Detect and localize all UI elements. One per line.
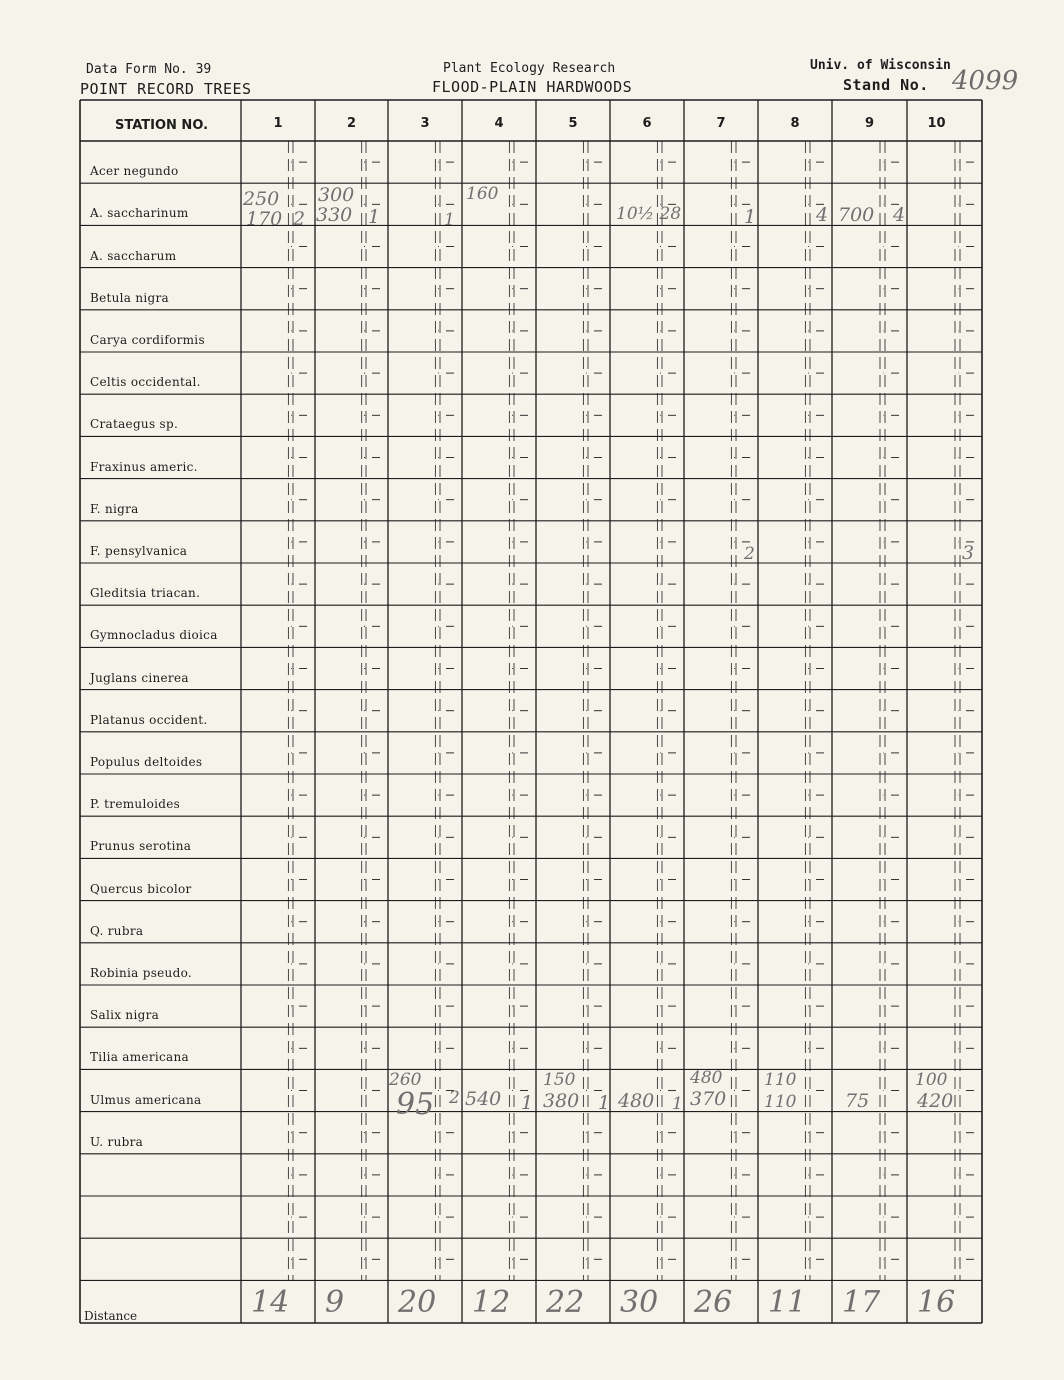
stand-label: Stand No. bbox=[843, 76, 929, 94]
distance-value: 9 bbox=[325, 1285, 345, 1320]
hw-saccharinum-s2-top: 300 bbox=[318, 184, 355, 206]
distance-label: Distance bbox=[84, 1309, 138, 1323]
hw-saccharinum-s9-value: 700 bbox=[838, 204, 875, 226]
distance-value: 12 bbox=[472, 1285, 511, 1320]
hw-pensylvanica-s7-count: 2 bbox=[744, 544, 755, 564]
hw-saccharinum-s8-count: 4 bbox=[816, 204, 829, 226]
hw-ulmus-s3-count: 2 bbox=[449, 1088, 460, 1108]
form-subtitle: FLOOD-PLAIN HARDWOODS bbox=[432, 78, 633, 96]
species-label: Tilia americana bbox=[90, 1050, 189, 1065]
species-label: Acer negundo bbox=[90, 164, 179, 179]
species-label: A. saccharum bbox=[90, 248, 177, 263]
species-label: Celtis occidental. bbox=[90, 375, 201, 390]
hw-saccharinum-s6-value: 10½ 28 bbox=[616, 204, 682, 224]
species-label: Betula nigra bbox=[90, 290, 170, 305]
hw-ulmus-s6-bottom: 480 bbox=[618, 1090, 655, 1112]
distance-value: 30 bbox=[620, 1285, 659, 1320]
hw-ulmus-s8-top: 110 bbox=[764, 1070, 797, 1090]
distance-value: 26 bbox=[694, 1285, 733, 1320]
station-number: 5 bbox=[568, 116, 578, 131]
hw-ulmus-s4-count: 1 bbox=[521, 1092, 534, 1114]
species-label: F. nigra bbox=[90, 501, 139, 516]
hw-pensylvanica-s10-count: 3 bbox=[962, 542, 975, 564]
hw-ulmus-s7-top: 480 bbox=[690, 1068, 723, 1088]
hw-ulmus-s10-top: 100 bbox=[915, 1070, 948, 1090]
station-label: STATION NO. bbox=[115, 118, 209, 133]
hw-ulmus-s9-bottom: 75 bbox=[845, 1090, 870, 1112]
station-number: 9 bbox=[864, 116, 875, 131]
hw-ulmus-s10-bottom: 420 bbox=[917, 1090, 954, 1112]
hw-saccharinum-s1-count: 2 bbox=[293, 208, 306, 230]
hw-saccharinum-s3-count: 1 bbox=[444, 210, 455, 230]
station-number: 3 bbox=[420, 116, 430, 131]
hw-saccharinum-s7-count: 1 bbox=[744, 206, 757, 228]
hw-ulmus-s5-top: 150 bbox=[543, 1070, 576, 1090]
stand-number: 4099 bbox=[952, 66, 1019, 96]
hw-ulmus-s5-bottom: 380 bbox=[543, 1090, 580, 1112]
hw-ulmus-s3-bottom: 95 bbox=[396, 1087, 435, 1122]
distance-value: 20 bbox=[398, 1285, 437, 1320]
form-number: Data Form No. 39 bbox=[86, 62, 212, 77]
species-label: Quercus bicolor bbox=[90, 881, 192, 896]
species-label: Populus deltoides bbox=[90, 755, 203, 769]
hw-ulmus-s8-bottom: 110 bbox=[764, 1092, 797, 1112]
hw-saccharinum-s4-top: 160 bbox=[466, 184, 499, 204]
hw-saccharinum-s1-top: 250 bbox=[243, 188, 280, 210]
station-number: 1 bbox=[273, 116, 283, 131]
station-number: 8 bbox=[790, 116, 800, 131]
species-label: P. tremuloides bbox=[90, 797, 181, 812]
station-number: 10 bbox=[927, 116, 946, 131]
species-label: Gymnocladus dioica bbox=[90, 628, 218, 643]
species-label: Crataegus sp. bbox=[90, 417, 179, 432]
species-label: Q. rubra bbox=[90, 923, 144, 938]
distance-value: 16 bbox=[917, 1285, 956, 1320]
distance-value: 14 bbox=[251, 1285, 290, 1320]
hw-saccharinum-s1-bottom: 170 bbox=[246, 208, 283, 230]
station-number: 4 bbox=[494, 116, 504, 131]
distance-value: 11 bbox=[768, 1285, 807, 1320]
species-label: Salix nigra bbox=[90, 1008, 160, 1023]
station-number: 2 bbox=[346, 116, 357, 131]
hw-saccharinum-s2-count: 1 bbox=[368, 206, 381, 228]
species-label: Prunus serotina bbox=[90, 839, 192, 854]
station-number: 6 bbox=[642, 116, 652, 131]
hw-saccharinum-s9-count: 4 bbox=[893, 204, 906, 226]
species-label: Gleditsia triacan. bbox=[90, 586, 201, 601]
species-label: A. saccharinum bbox=[90, 206, 189, 221]
species-label: F. pensylvanica bbox=[90, 544, 188, 558]
form-title: POINT RECORD TREES bbox=[80, 80, 252, 98]
species-label: Ulmus americana bbox=[90, 1092, 202, 1107]
species-label: Robinia pseudo. bbox=[90, 966, 192, 980]
hw-ulmus-s4-bottom: 540 bbox=[465, 1088, 502, 1110]
species-label: Platanus occident. bbox=[90, 712, 208, 727]
distance-value: 22 bbox=[546, 1285, 585, 1320]
hw-ulmus-s6-count: 1 bbox=[672, 1094, 683, 1114]
species-label: Fraxinus americ. bbox=[90, 459, 198, 474]
hw-ulmus-s3-top: 260 bbox=[389, 1070, 422, 1090]
university-name: Univ. of Wisconsin bbox=[810, 58, 951, 73]
species-label: U. rubra bbox=[90, 1134, 144, 1149]
station-number: 7 bbox=[716, 116, 726, 131]
hw-saccharinum-s2-bottom: 330 bbox=[316, 204, 353, 226]
species-label: Carya cordiformis bbox=[90, 333, 205, 347]
hw-ulmus-s7-bottom: 370 bbox=[690, 1088, 727, 1110]
organization-name: Plant Ecology Research bbox=[443, 61, 616, 76]
species-label: Juglans cinerea bbox=[90, 670, 189, 685]
hw-ulmus-s5-count: 1 bbox=[598, 1092, 611, 1114]
distance-value: 17 bbox=[842, 1285, 881, 1320]
